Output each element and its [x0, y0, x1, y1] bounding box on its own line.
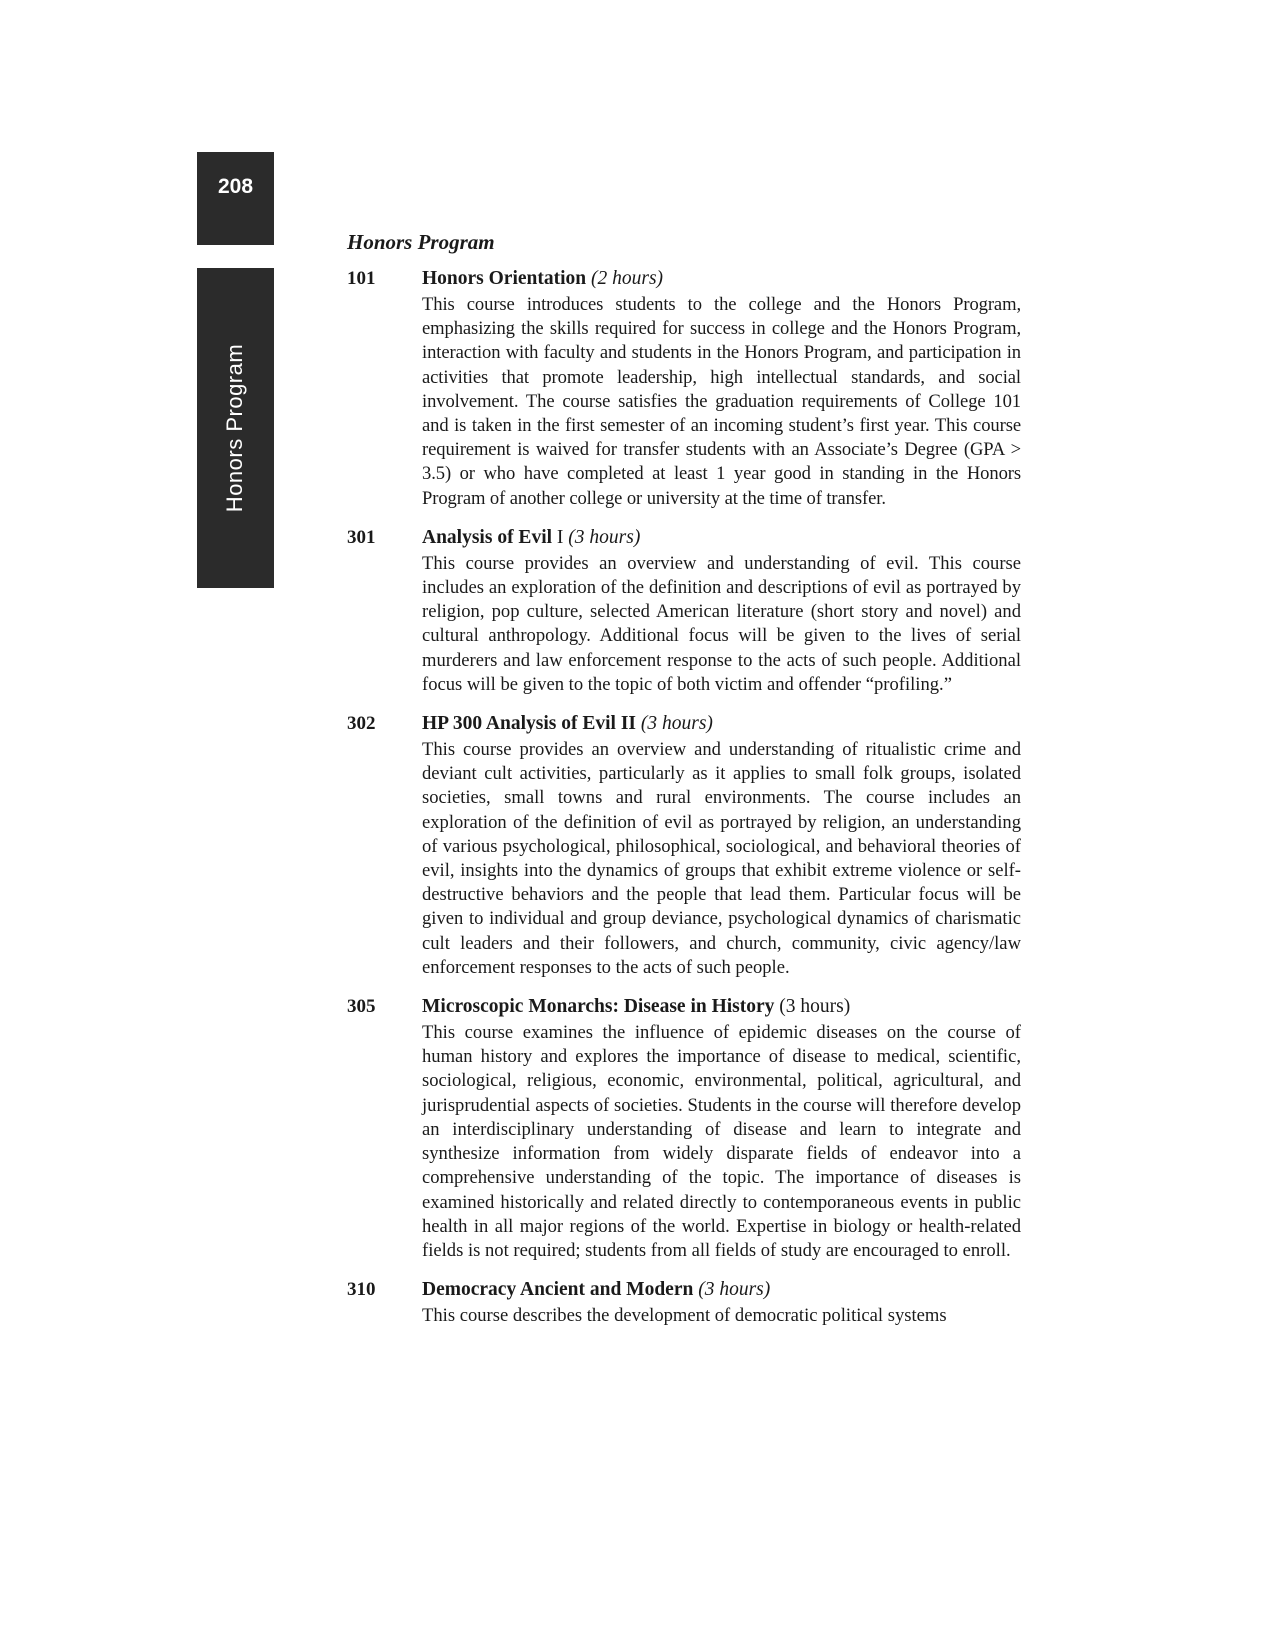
course-hours: (3 hours) — [568, 526, 641, 548]
course-heading — [422, 266, 1021, 291]
course-hours: (3 hours) — [779, 996, 851, 1018]
course-list — [347, 266, 1021, 1342]
course-heading — [422, 1277, 1021, 1302]
course-title: Honors Orientation — [422, 268, 587, 289]
course-body — [422, 525, 1021, 697]
course-number: 101 — [347, 268, 376, 289]
section-side-tab — [197, 268, 274, 588]
course-entry — [347, 525, 1021, 697]
course-title: Analysis of Evil — [422, 526, 553, 548]
section-title: Honors Program — [347, 230, 495, 254]
course-number: 305 — [347, 996, 376, 1018]
page-number: 208 — [197, 152, 274, 245]
course-hours: (3 hours) — [640, 713, 713, 735]
course-body — [422, 711, 1021, 980]
course-description: This course introduces students to the college and the Honors Program, emphasizing the skills required for success in college and the Honors Program, interaction with faculty and students in the Honors Program, and participation in activities that promote leadership, high intellectual standards, and social involvement. The course satisfies the graduation requirements of College 101 and is taken in the first semester of an incoming student’s first year. This course requirement is waived for transfer students with an Associate’s Degree (GPA > 3.5) or who have completed at least 1 year good in standing in the Honors Program of another college or university at the time of transfer. — [422, 294, 1021, 509]
course-number: 301 — [347, 526, 376, 548]
course-number: 302 — [347, 713, 376, 735]
course-heading — [422, 711, 1021, 736]
course-title: Democracy Ancient and Modern — [422, 1279, 694, 1301]
course-description: This course describes the development of democratic political systems — [422, 1305, 947, 1327]
course-title: HP 300 Analysis of Evil II — [422, 713, 637, 735]
course-heading — [422, 994, 1021, 1019]
course-body — [422, 1277, 1021, 1328]
course-entry — [347, 711, 1021, 980]
course-hours: (3 hours) — [698, 1279, 771, 1301]
section-side-tab-label: Honors Program — [222, 343, 247, 513]
course-description: This course examines the influence of epidemic diseases on the course of human history and explores the importance of disease to medical, scientific, sociological, religious, economic, environmental, political, agricultural, and jurisprudential aspects of societies. Students in the course will therefore develop an interdisciplinary understanding of disease and learn to integrate and synthesize information from widely disparate fields of endeavor into a comprehensive understanding of the topic. The importance of diseases is examined historically and related directly to contemporaneous events in public health in all major regions of the world. Expertise in biology or health-related fields is not required; students from all fields of study are encouraged to enroll. — [422, 1022, 1021, 1261]
course-entry — [347, 266, 1021, 511]
course-entry — [347, 994, 1021, 1263]
course-heading — [422, 525, 1021, 550]
course-description: This course provides an overview and understanding of ritualistic crime and deviant cult activities, particularly as it applies to small folk groups, isolated societies, small towns and rural environments. The course includes an exploration of the definition of evil as portrayed by religion, an understanding of various psychological, philosophical, sociological, and behavioral theories of evil, insights into the dynamics of groups that exhibit extreme violence or self-destructive behaviors and the people that lead them. Particular focus will be given to individual and group deviance, psychological dynamics of charismatic cult leaders and their followers, and church, community, civic agency/law enforcement responses to the acts of such people. — [422, 739, 1021, 978]
course-number: 310 — [347, 1279, 376, 1301]
course-hours: (2 hours) — [591, 268, 664, 289]
course-body — [422, 994, 1021, 1263]
course-body — [422, 266, 1021, 511]
course-entry — [347, 1277, 1021, 1328]
course-title: Microscopic Monarchs: Disease in History — [422, 996, 775, 1018]
course-title-suffix: I — [556, 526, 564, 548]
course-description: This course provides an overview and understanding of evil. This course includes an exploration of the definition and descriptions of evil as portrayed by religion, pop culture, selected American literature (short story and novel) and cultural anthropology. Additional focus will be given to the lives of serial murderers and law enforcement response to the acts of such people. Additional focus will be given to the topic of both victim and offender “profiling.” — [422, 552, 1021, 695]
